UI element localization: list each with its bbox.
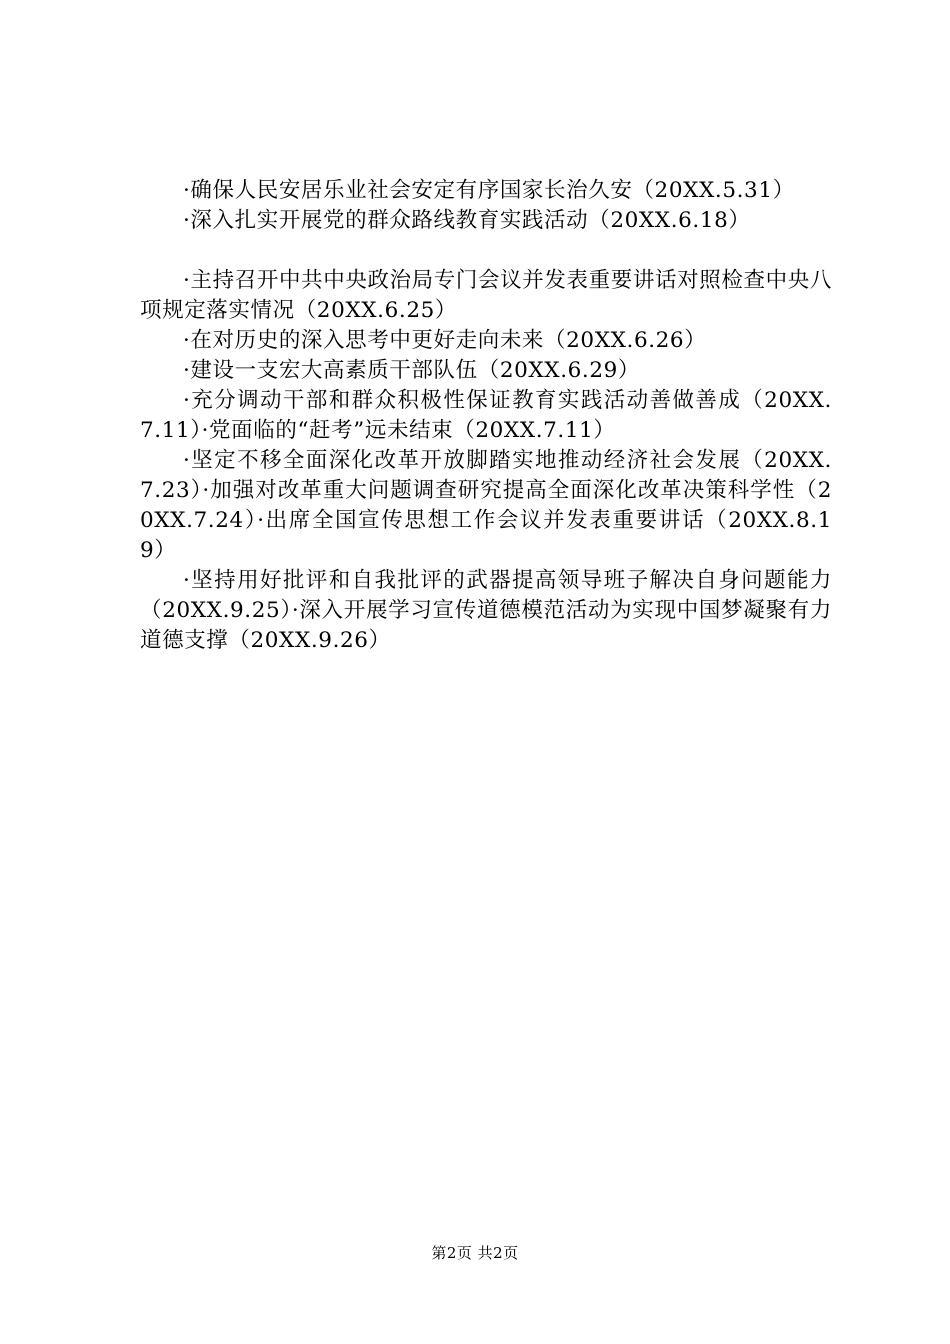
- paragraph-item: ·建设一支宏大高素质干部队伍（20XX.6.29）: [183, 358, 641, 383]
- paragraph-item: ·主持召开中共中央政治局专门会议并发表重要讲话对照检查中央八项规定落实情况（20XX.6.25）: [140, 268, 832, 323]
- paragraph-item: ·在对历史的深入思考中更好走向未来（20XX.6.26）: [183, 328, 707, 353]
- paragraph-item: ·深入扎实开展党的群众路线教育实践活动（20XX.6.18）: [183, 208, 751, 233]
- paragraph-item: ·坚定不移全面深化改革开放脚踏实地推动经济社会发展（20XX.7.23）·加强对改革重大问题调查研究提高全面深化改革决策科学性（20XX.7.24）·出席全国宣传思想工作会议并发表重要讲话（20XX.8.19）: [140, 448, 832, 563]
- document-body: [140, 176, 832, 656]
- paragraph-item: ·坚持用好批评和自我批评的武器提高领导班子解决自身问题能力（20XX.9.25）·深入开展学习宣传道德模范活动为实现中国梦凝聚有力道德支撑（20XX.9.26）: [140, 568, 832, 653]
- page-number-footer: 第2页 共2页: [431, 1244, 519, 1262]
- paragraph-item: ·确保人民安居乐业社会安定有序国家长治久安（20XX.5.31）: [183, 178, 795, 203]
- paragraph-item: ·充分调动干部和群众积极性保证教育实践活动善做善成（20XX.7.11）·党面临的“赶考”远未结束（20XX.7.11）: [140, 388, 832, 443]
